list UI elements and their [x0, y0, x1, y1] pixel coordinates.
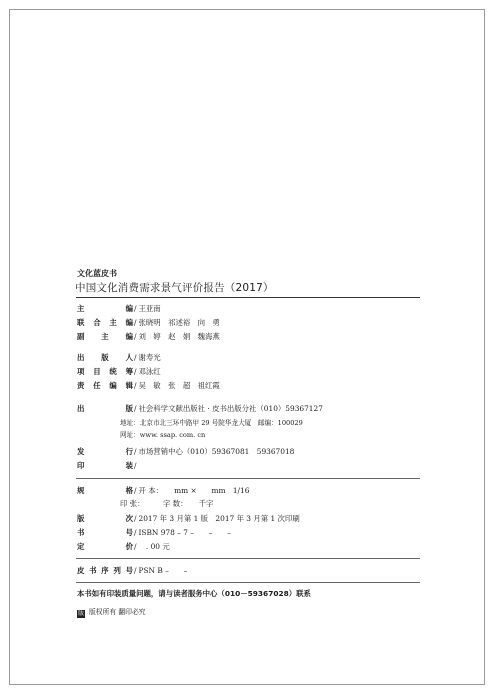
- distribution-value: 市场营销中心（010）59367081 59367018: [138, 447, 295, 456]
- price-row: 定 价/ . 00 元: [77, 542, 170, 551]
- publisher-head-row: 出 版 人/ 谢寿光: [77, 353, 161, 362]
- format-value: 开 本： mm × mm 1/16: [138, 486, 250, 495]
- distribution-label: 发 行: [77, 447, 133, 456]
- catalog-row: 皮书序列号/ PSN B – –: [77, 566, 188, 575]
- catalog-label: 皮书序列号: [77, 566, 133, 575]
- deputy-editor-value: 刘 婷 赵 娟 魏海燕: [138, 332, 220, 341]
- edition-label: 版 次: [77, 514, 133, 523]
- publisher-label: 出 版: [77, 404, 133, 413]
- isbn-row: 书 号/ ISBN 978 – 7 – – –: [77, 528, 231, 537]
- edition-value: 2017 年 3 月第 1 版 2017 年 3 月第 1 次印刷: [138, 514, 300, 523]
- project-coordinator-label: 项目统筹: [77, 367, 133, 376]
- co-editor-row: 联合主编/ 张晓明 祁述裕 向 勇: [77, 318, 220, 327]
- publisher-address: 地址：北京市北三环中路甲 29 号院华龙大厦 邮编：100029: [120, 419, 303, 427]
- publisher-website: 网址：www. ssap. com. cn: [120, 431, 206, 439]
- editor-row: 主 编/ 王亚南: [77, 304, 161, 313]
- page-border: [9, 9, 485, 685]
- quality-notice: 本书如有印装质量问题，请与读者服务中心（010－59367028）联系: [77, 589, 311, 598]
- editor-value: 王亚南: [138, 304, 161, 313]
- co-editor-label: 联合主编: [77, 318, 133, 327]
- rights-text: 版权所有 翻印必究: [89, 608, 146, 616]
- specs-divider-bottom: [76, 558, 420, 559]
- isbn-value: ISBN 978 – 7 – – –: [138, 528, 231, 537]
- notice-divider: [76, 582, 420, 583]
- deputy-editor-row: 副 主 编/ 刘 婷 赵 娟 魏海燕: [77, 332, 220, 341]
- price-value: . 00 元: [138, 542, 170, 551]
- co-editor-value: 张晓明 祁述裕 向 勇: [138, 318, 220, 327]
- project-coordinator-row: 项目统筹/ 邓泳红: [77, 367, 161, 376]
- series-name: 文化蓝皮书: [77, 269, 117, 278]
- responsible-editor-value: 吴 敏 张 超 祖红霞: [138, 381, 220, 390]
- format-row: 规 格/ 开 本： mm × mm 1/16: [77, 486, 250, 495]
- responsible-editor-label: 责任编辑: [77, 381, 133, 390]
- rights-line: [77, 606, 146, 618]
- deputy-editor-label: 副 主 编: [77, 332, 133, 341]
- publisher-row: 出 版/ 社会科学文献出版社 · 皮书出版分社（010）59367127: [77, 404, 323, 413]
- project-coordinator-value: 邓泳红: [138, 367, 161, 376]
- publisher-head-label: 出 版 人: [77, 353, 133, 362]
- editor-label: 主 编: [77, 304, 133, 313]
- publisher-value: 社会科学文献出版社 · 皮书出版分社（010）59367127: [138, 404, 323, 413]
- title-divider: [76, 297, 420, 298]
- edition-row: 版 次/ 2017 年 3 月第 1 版 2017 年 3 月第 1 次印刷: [77, 514, 300, 523]
- printing-label: 印 装: [77, 461, 133, 470]
- copyright-icon: 版: [77, 610, 84, 617]
- format-line2: 印 张： 字 数： 千字: [120, 499, 214, 508]
- price-label: 定 价: [77, 542, 133, 551]
- specs-divider-top: [76, 478, 420, 479]
- book-title: 中国文化消费需求景气评价报告（2017）: [75, 282, 274, 294]
- catalog-value: PSN B – –: [138, 566, 188, 575]
- responsible-editor-row: 责任编辑/ 吴 敏 张 超 祖红霞: [77, 381, 220, 390]
- printing-row: 印 装/: [77, 461, 137, 470]
- format-label: 规 格: [77, 486, 133, 495]
- isbn-label: 书 号: [77, 528, 133, 537]
- publisher-head-value: 谢寿光: [138, 353, 161, 362]
- distribution-row: 发 行/ 市场营销中心（010）59367081 59367018: [77, 447, 295, 456]
